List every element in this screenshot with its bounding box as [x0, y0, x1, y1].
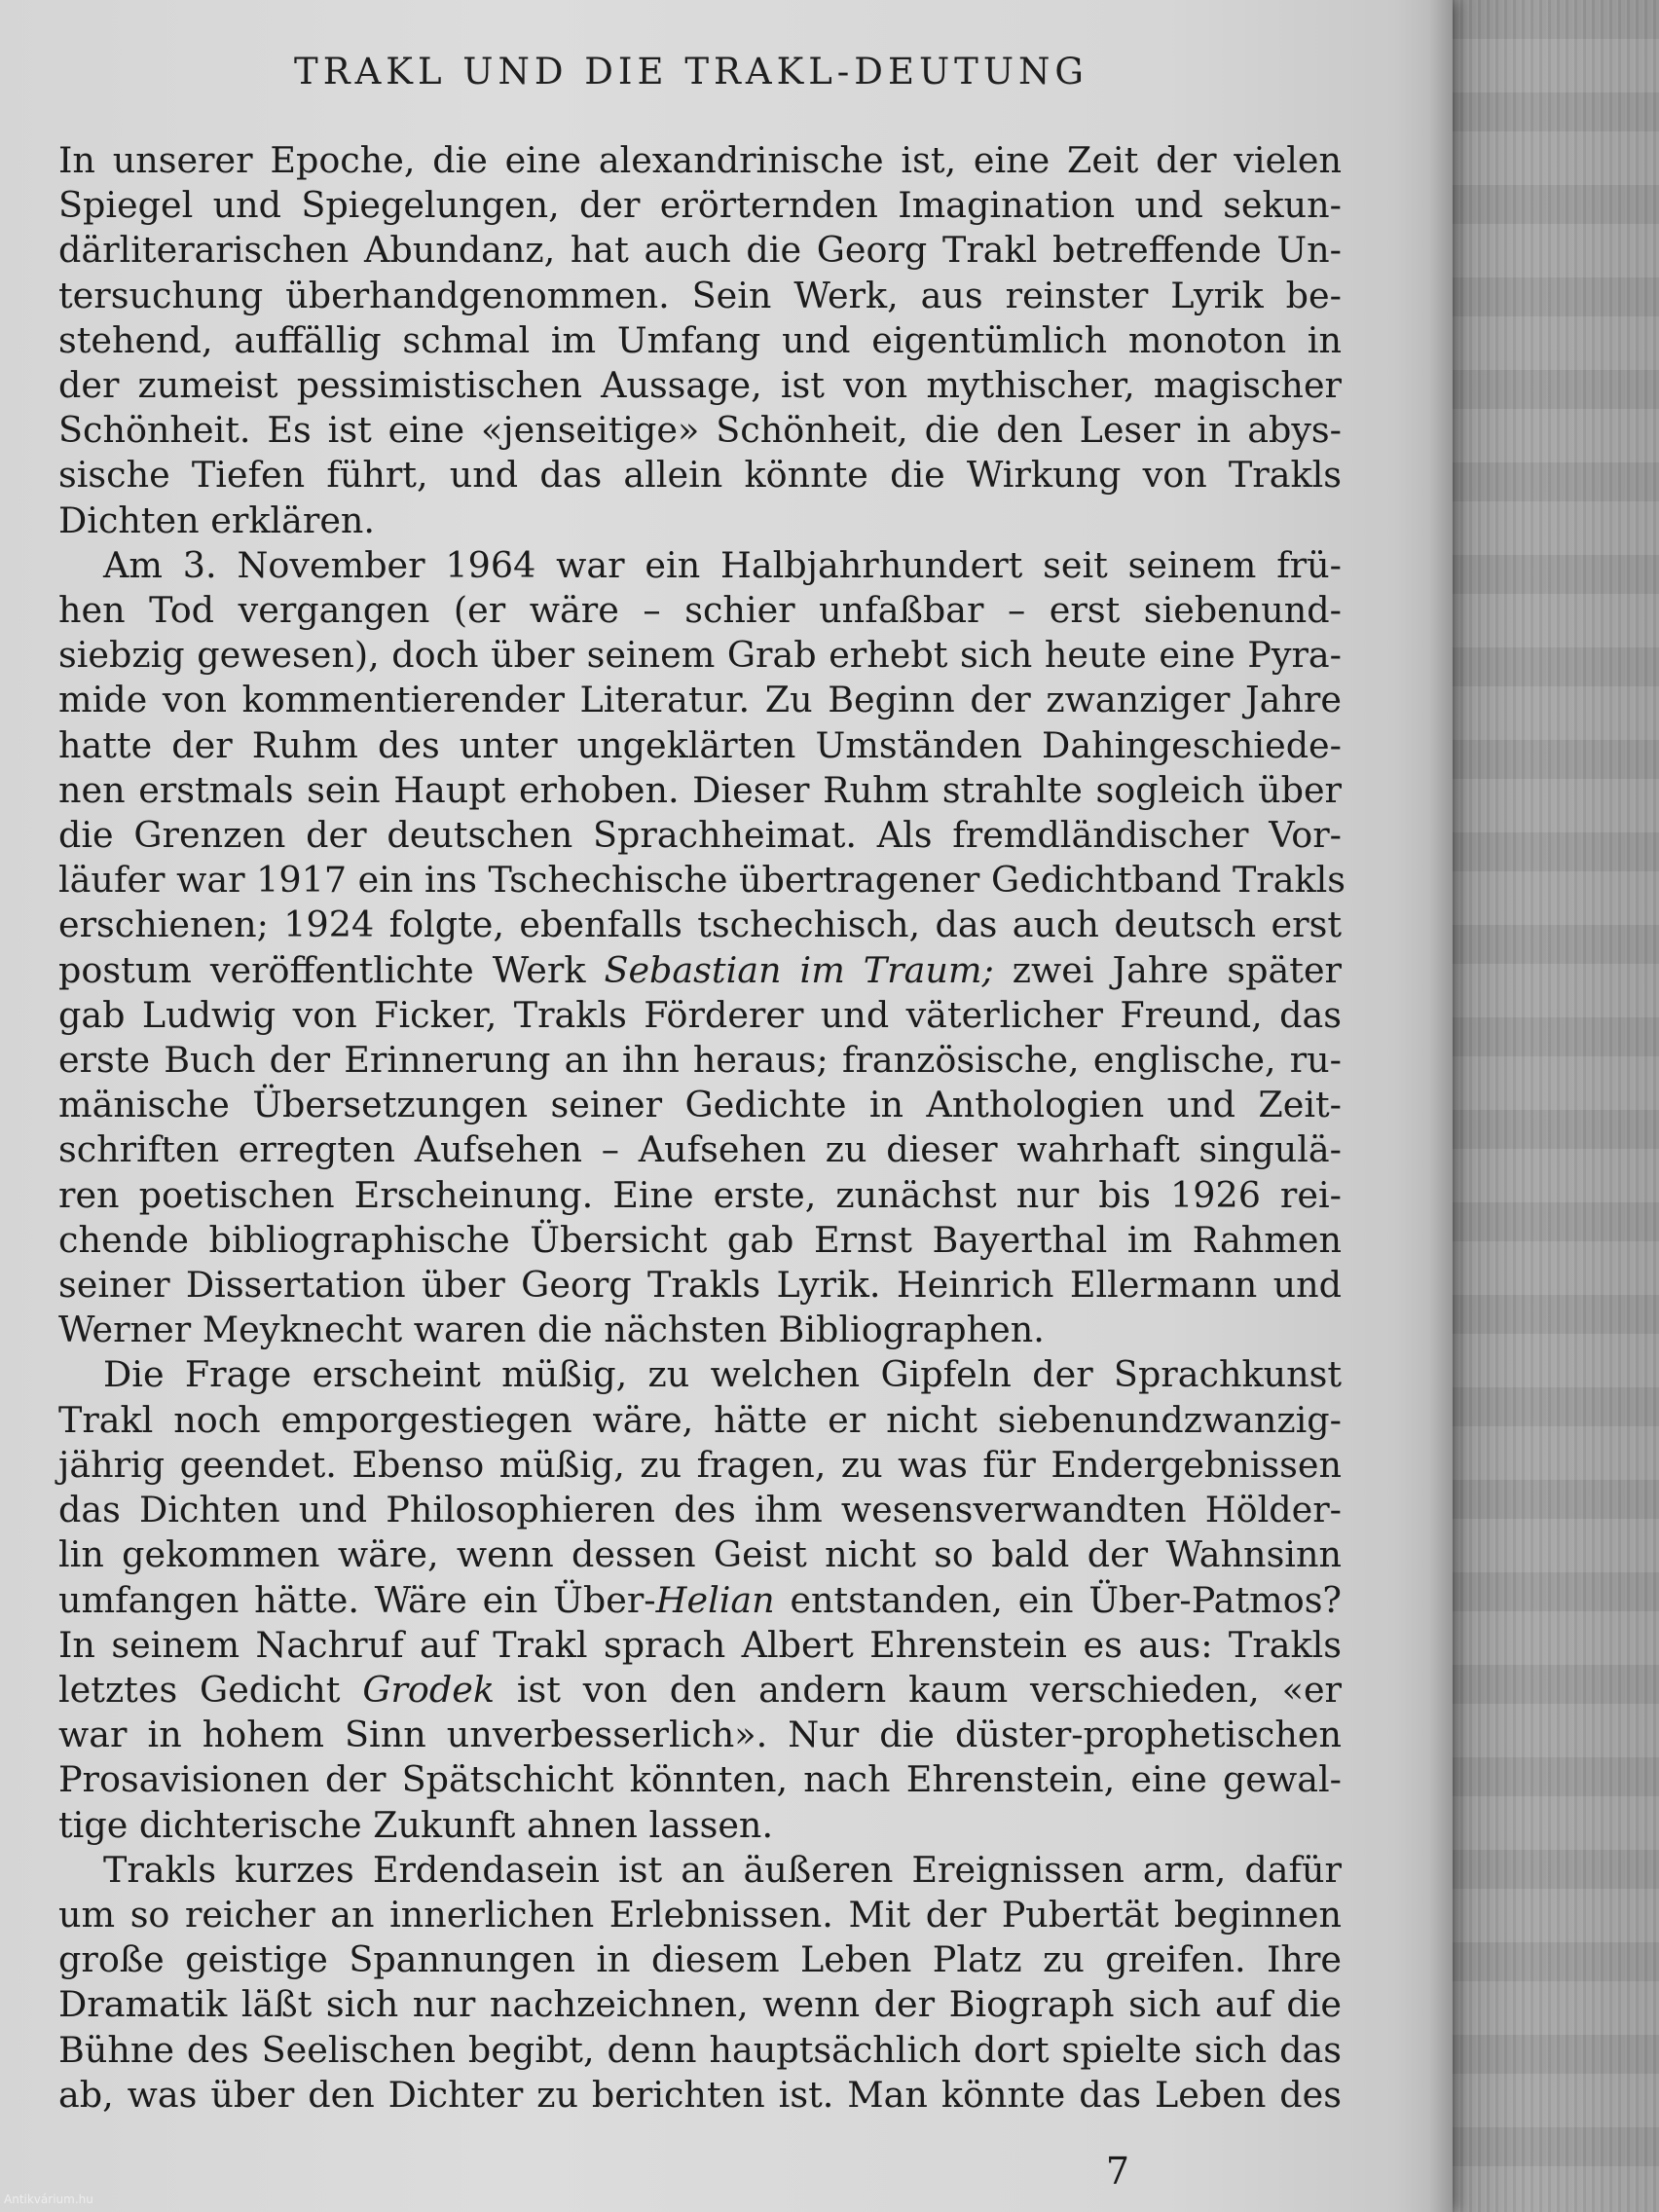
text-line: hen Tod vergangen (er wäre – schier unfaßbar – erst siebenund- — [58, 589, 1342, 632]
text-line: mide von kommentierender Literatur. Zu Beginn der zwanziger Jahre — [58, 679, 1342, 721]
text-line — [58, 1578, 1342, 1623]
text-line: seiner Dissertation über Georg Trakls Lyrik. Heinrich Ellermann und — [58, 1264, 1342, 1307]
text-line: tige dichterische Zukunft ahnen lassen. — [58, 1803, 774, 1846]
text-line: därliterarischen Abundanz, hat auch die Georg Trakl betreffende Un- — [58, 229, 1342, 272]
text-line: jährig geendet. Ebenso müßig, zu fragen, zu was für Endergebnissen — [58, 1443, 1342, 1486]
text-run: letztes Gedicht — [58, 1668, 363, 1711]
text-line: ab, was über den Dichter zu berichten ist. Man könnte das Leben des — [58, 2073, 1342, 2116]
text-line: In unserer Epoche, die eine alexandrinische ist, eine Zeit der vielen — [58, 139, 1342, 181]
text-line: schriften erregten Aufsehen – Aufsehen zu dieser wahrhaft singulä- — [58, 1128, 1342, 1171]
poem-title: Helian — [655, 1578, 775, 1621]
text-line: erste Buch der Erinnerung an ihn heraus; französische, englische, ru- — [58, 1039, 1342, 1082]
wood-background — [1441, 0, 1659, 2212]
text-run: entstanden, ein Über-Patmos? — [774, 1578, 1342, 1621]
text-line: um so reicher an innerlichen Erlebnissen. Mit der Pubertät beginnen — [58, 1893, 1342, 1936]
poem-title: Grodek — [362, 1668, 495, 1711]
text-line: Bühne des Seelischen begibt, denn hauptsächlich dort spielte sich das — [58, 2028, 1342, 2071]
text-line: Schönheit. Es ist eine «jenseitige» Schönheit, die den Leser in abys- — [58, 409, 1342, 452]
text-line: das Dichten und Philosophieren des ihm wesensverwandten Hölder- — [58, 1489, 1342, 1531]
text-line: war in hohem Sinn unverbesserlich». Nur die düster-prophetischen — [58, 1714, 1342, 1756]
book-title: Sebastian im Traum; — [604, 948, 994, 991]
text-line: tersuchung überhandgenommen. Sein Werk, aus reinster Lyrik be- — [58, 274, 1342, 316]
text-line: erschienen; 1924 folgte, ebenfalls tschechisch, das auch deutsch erst — [58, 903, 1342, 946]
text-line: der zumeist pessimistischen Aussage, ist von mythischer, magischer — [58, 364, 1342, 407]
text-line: Die Frage erscheint müßig, zu welchen Gipfeln der Sprachkunst — [103, 1353, 1342, 1396]
text-line: nen erstmals sein Haupt erhoben. Dieser Ruhm strahlte sogleich über — [58, 768, 1342, 811]
text-line: Am 3. November 1964 war ein Halbjahrhundert seit seinem frü- — [103, 543, 1342, 586]
text-line: In seinem Nachruf auf Trakl sprach Albert Ehrenstein es aus: Trakls — [58, 1623, 1342, 1666]
text-line: läufer war 1917 ein ins Tschechische übertragener Gedichtband Trakls — [58, 859, 1346, 902]
running-head: TRAKL UND DIE TRAKL-DEUTUNG — [294, 51, 1088, 92]
text-line: chende bibliographische Übersicht gab Ernst Bayerthal im Rahmen — [58, 1218, 1342, 1261]
text-run: zwei Jahre später — [993, 948, 1343, 991]
paragraph-2 — [58, 543, 1346, 1353]
text-run: postum veröffentlichte Werk — [58, 948, 605, 991]
page-number: 7 — [1105, 2150, 1129, 2193]
text-line: die Grenzen der deutschen Sprachheimat. Als fremdländischer Vor- — [58, 814, 1342, 857]
text-line: Trakls kurzes Erdendasein ist an äußeren Ereignissen arm, dafür — [103, 1848, 1342, 1891]
text-line: große geistige Spannungen in diesem Leben Platz zu greifen. Ihre — [58, 1938, 1342, 1981]
text-line: siebzig gewesen), doch über seinem Grab erhebt sich heute eine Pyra- — [58, 634, 1342, 677]
text-line: gab Ludwig von Ficker, Trakls Förderer und väterlicher Freund, das — [58, 993, 1342, 1036]
text-line: lin gekommen wäre, wenn dessen Geist nicht so bald der Wahnsinn — [58, 1533, 1342, 1576]
text-line: Dichten erklären. — [58, 498, 376, 541]
text-line — [58, 1668, 1342, 1713]
text-line: Trakl noch emporgestiegen wäre, hätte er nicht siebenundzwanzig- — [58, 1398, 1342, 1441]
text-line: mänische Übersetzungen seiner Gedichte in Anthologien und Zeit- — [58, 1084, 1342, 1126]
text-run: umfangen hätte. Wäre ein Über- — [58, 1578, 656, 1621]
body-text — [58, 138, 1346, 2118]
text-line: stehend, auffällig schmal im Umfang und eigentümlich monoton in — [58, 318, 1342, 361]
text-run: ist von den andern kaum verschieden, «er — [495, 1668, 1342, 1711]
text-line — [58, 948, 1342, 993]
paragraph-3 — [58, 1352, 1342, 1847]
paragraph-4 — [58, 1848, 1342, 2118]
text-line: ren poetischen Erscheinung. Eine erste, zunächst nur bis 1926 rei- — [58, 1173, 1342, 1216]
text-line: Spiegel und Spiegelungen, der erörternden Imagination und sekun- — [58, 184, 1342, 227]
paragraph-1 — [58, 138, 1342, 543]
text-line: Werner Meyknecht waren die nächsten Bibliographen. — [58, 1309, 1045, 1351]
text-line: hatte der Ruhm des unter ungeklärten Umständen Dahingeschiede- — [58, 723, 1342, 766]
watermark: Antikvárium.hu — [4, 2193, 93, 2206]
text-line: sische Tiefen führt, und das allein könnte die Wirkung von Trakls — [58, 454, 1342, 497]
text-line: Dramatik läßt sich nur nachzeichnen, wenn der Biograph sich auf die — [58, 1983, 1342, 2026]
text-line: Prosavisionen der Spätschicht könnten, nach Ehrenstein, eine gewal- — [58, 1758, 1342, 1801]
